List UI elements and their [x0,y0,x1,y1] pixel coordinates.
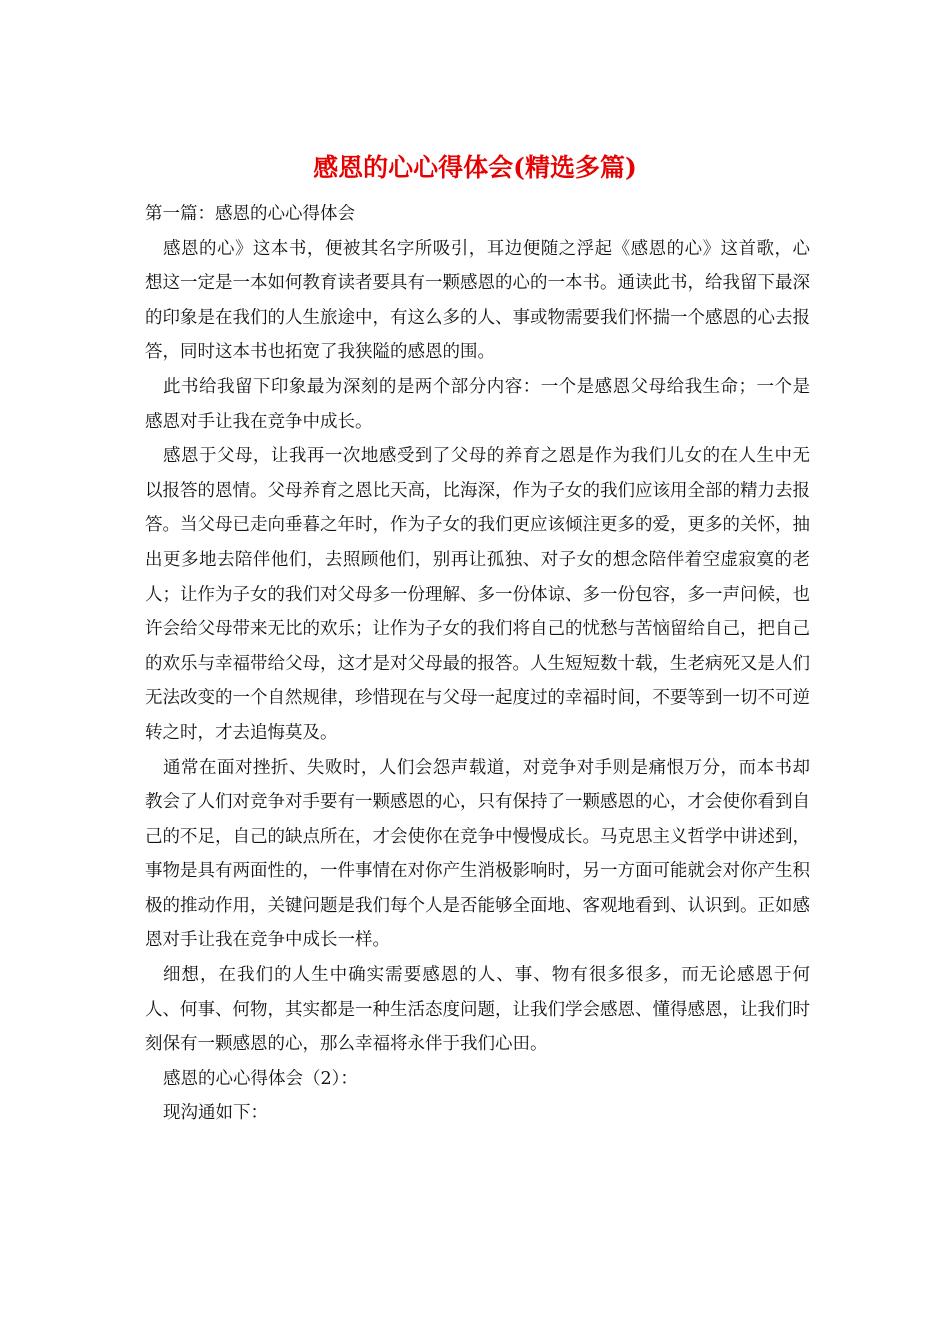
body-paragraph: 感恩于父母，让我再一次地感受到了父母的养育之恩是作为我们儿女的在人生中无以报答的恩情。父母养育之恩比天高，比海深，作为子女的我们应该用全部的精力去报答。当父母已走向垂暮之年时，作为子女的我们更应该倾注更多的爱，更多的关怀，抽出更多地去陪伴他们，去照顾他们，别再让孤独、对子女的想念陪伴着空虚寂寞的老人；让作为子女的我们对父母多一份理解、多一份体谅、多一份包容，多一声问候，也许会给父母带来无比的欢乐；让作为子女的我们将自己的忧愁与苦恼留给自己，把自己的欢乐与幸福带给父母，这才是对父母最的报答。人生短短数十载，生老病死又是人们无法改变的一个自然规律，珍惜现在与父母一起度过的幸福时间，不要等到一切不可逆转之时，才去追悔莫及。 [145,446,810,743]
body-paragraph: 此书给我留下印象最为深刻的是两个部分内容：一个是感恩父母给我生命；一个是感恩对手让我在竞争中成长。 [145,376,810,432]
body-paragraph: 细想，在我们的人生中确实需要感恩的人、事、物有很多很多，而无论感恩于何人、何事、何物，其实都是一种生活态度问题，让我们学会感恩、懂得感恩，让我们时刻保有一颗感恩的心，那么幸福将永伴于我们心田。 [145,965,810,1055]
document-title: 感恩的心心得体会(精选多篇) [313,153,637,182]
document-body [145,197,810,1131]
section-heading: 第一篇：感恩的心心得体会 [145,204,355,224]
body-paragraph: 感恩的心》这本书，便被其名字所吸引，耳边便随之浮起《感恩的心》这首歌，心想这一定是一本如何教育读者要具有一颗感恩的心的一本书。通读此书，给我留下最深的印象是在我们的人生旅途中，有这么多的人、事或物需要我们怀揣一个感恩的心去报答，同时这本书也拓宽了我狭隘的感恩的围。 [145,238,810,363]
body-paragraph: 通常在面对挫折、失败时，人们会怨声载道，对竞争对手则是痛恨万分，而本书却教会了人们对竞争对手要有一颗感恩的心，只有保持了一颗感恩的心，才会使你看到自己的不足，自己的缺点所在，才会使你在竞争中慢慢成长。马克思主义哲学中讲述到，事物是具有两面性的，一件事情在对你产生消极影响时，另一方面可能就会对你产生积极的推动作用，关键问题是我们每个人是否能够全面地、客观地看到、认识到。正如感恩对手让我在竞争中成长一样。 [145,757,810,951]
body-paragraph: 感恩的心心得体会（2）： [163,1068,358,1089]
body-paragraph: 现沟通如下： [163,1103,268,1124]
